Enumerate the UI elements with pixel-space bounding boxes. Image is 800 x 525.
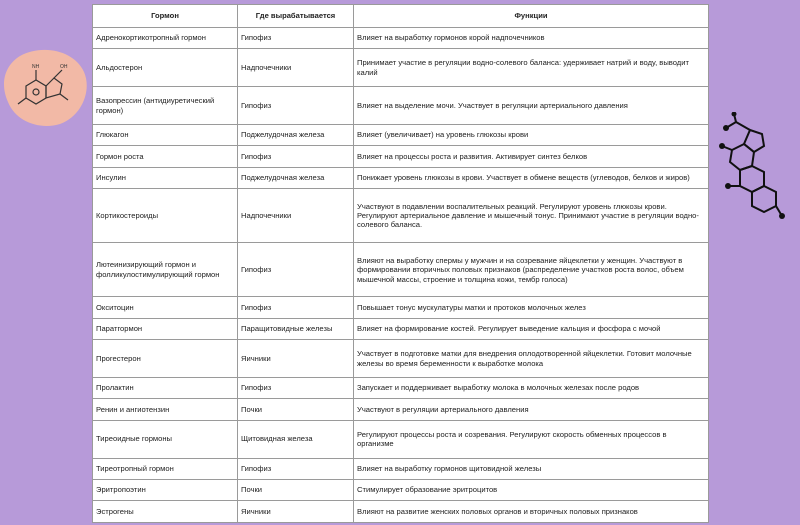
cell-hormone: Эстрогены	[93, 501, 238, 523]
label-oh: OH	[60, 64, 68, 70]
cell-source: Поджелудочная железа	[238, 124, 354, 145]
cell-function: Повышает тонус мускулатуры матки и протоков молочных желез	[354, 297, 709, 318]
table-row	[93, 340, 709, 378]
cell-hormone: Эритропоэтин	[93, 479, 238, 500]
cell-function: Влияет на выработку гормонов щитовидной железы	[354, 458, 709, 479]
cell-function: Влияет на выделение мочи. Участвует в регуляции артериального давления	[354, 87, 709, 125]
table-row	[93, 318, 709, 339]
cell-hormone: Адренокортикотропный гормон	[93, 28, 238, 49]
cell-source: Гипофиз	[238, 28, 354, 49]
cell-source: Гипофиз	[238, 458, 354, 479]
cell-function: Принимает участие в регуляции водно-солевого баланса: удерживает натрий и воду, выводит калий	[354, 49, 709, 87]
cell-source: Паращитовидные железы	[238, 318, 354, 339]
cell-hormone: Прогестерон	[93, 340, 238, 378]
cell-source: Гипофиз	[238, 297, 354, 318]
cell-hormone: Тиреотропный гормон	[93, 458, 238, 479]
hormone-table-sheet	[92, 4, 708, 523]
table-row	[93, 167, 709, 188]
cell-function: Участвуют в регуляции артериального давления	[354, 399, 709, 420]
cell-hormone: Глюкагон	[93, 124, 238, 145]
cell-source: Надпочечники	[238, 189, 354, 243]
header-hormone: Гормон	[93, 5, 238, 28]
header-function: Функции	[354, 5, 709, 28]
cell-function: Участвует в подготовке матки для внедрения оплодотворенной яйцеклетки. Готовит молочные железы во время беременности к выработке молока	[354, 340, 709, 378]
cell-source: Гипофиз	[238, 243, 354, 297]
cell-hormone: Вазопрессин (антидиуретический гормон)	[93, 87, 238, 125]
table-row	[93, 399, 709, 420]
cell-hormone: Паратгормон	[93, 318, 238, 339]
table-row	[93, 243, 709, 297]
molecule-illustration-right	[712, 112, 788, 222]
table-row	[93, 458, 709, 479]
cell-hormone: Альдостерон	[93, 49, 238, 87]
cell-function: Запускает и поддерживает выработку молока в молочных железах после родов	[354, 377, 709, 398]
cell-hormone: Кортикостероиды	[93, 189, 238, 243]
cell-function: Влияет на выработку гормонов корой надпочечников	[354, 28, 709, 49]
cell-function: Влияют на развитие женских половых органов и вторичных половых признаков	[354, 501, 709, 523]
cell-source: Гипофиз	[238, 377, 354, 398]
table-row	[93, 377, 709, 398]
cell-hormone: Лютеинизирующий гормон и фолликулостимулирующий гормон	[93, 243, 238, 297]
cell-source: Надпочечники	[238, 49, 354, 87]
cell-source: Гипофиз	[238, 146, 354, 167]
table-row	[93, 146, 709, 167]
cell-function: Участвуют в подавлении воспалительных реакций. Регулируют уровень глюкозы крови. Регулируют артериальное давление и мышечный тонус. Принимают участие в регуляции водно-солевого баланса.	[354, 189, 709, 243]
cell-function: Влияет (увеличивает) на уровень глюкозы крови	[354, 124, 709, 145]
table-header-row	[93, 5, 709, 28]
cell-function: Влияет на процессы роста и развития. Активирует синтез белков	[354, 146, 709, 167]
cell-hormone: Пролактин	[93, 377, 238, 398]
table-row	[93, 124, 709, 145]
cell-hormone: Ренин и ангиотензин	[93, 399, 238, 420]
cell-hormone: Инсулин	[93, 167, 238, 188]
cell-source: Яичники	[238, 340, 354, 378]
cell-function: Понижает уровень глюкозы в крови. Участвует в обмене веществ (углеводов, белков и жиров)	[354, 167, 709, 188]
cell-source: Гипофиз	[238, 87, 354, 125]
cell-hormone: Тиреоидные гормоны	[93, 420, 238, 458]
table-row	[93, 87, 709, 125]
cell-source: Почки	[238, 399, 354, 420]
cell-function: Влияет на формирование костей. Регулирует выведение кальция и фосфора с мочой	[354, 318, 709, 339]
cell-source: Щитовидная железа	[238, 420, 354, 458]
table-row	[93, 28, 709, 49]
molecule-illustration-left	[2, 46, 88, 128]
table-row	[93, 297, 709, 318]
table-row	[93, 49, 709, 87]
header-source: Где вырабатывается	[238, 5, 354, 28]
cell-function: Регулируют процессы роста и созревания. Регулируют скорость обменных процессов в организме	[354, 420, 709, 458]
cell-function: Влияют на выработку спермы у мужчин и на созревание яйцеклетки у женщин. Участвуют в формировании вторичных половых признаков (распределение участков роста волос, объем мышечной массы, строение и толщина кожи, тембр голоса)	[354, 243, 709, 297]
cell-source: Почки	[238, 479, 354, 500]
cell-source: Яичники	[238, 501, 354, 523]
cell-source: Поджелудочная железа	[238, 167, 354, 188]
cell-function: Стимулирует образование эритроцитов	[354, 479, 709, 500]
cell-hormone: Гормон роста	[93, 146, 238, 167]
table-row	[93, 501, 709, 523]
table-row	[93, 189, 709, 243]
table-row	[93, 479, 709, 500]
cell-hormone: Окситоцин	[93, 297, 238, 318]
table-row	[93, 420, 709, 458]
hormone-table	[92, 4, 709, 523]
label-nh2: NH	[32, 64, 40, 70]
